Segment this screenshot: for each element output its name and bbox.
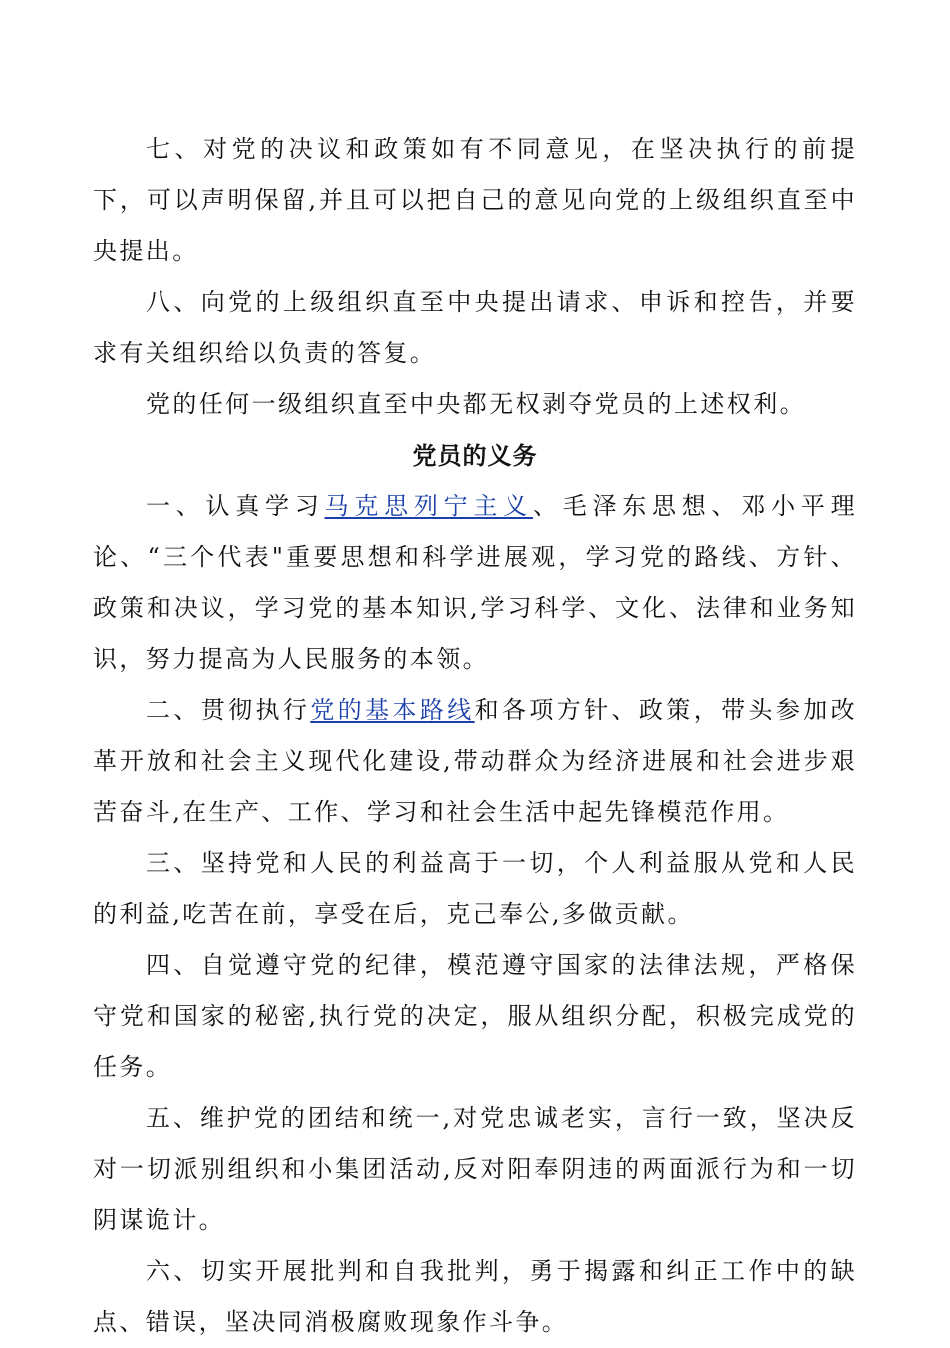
- document-page: [93, 124, 857, 1348]
- duty-item-5: 五、维护党的团结和统一,对党忠诚老实，言行一致，坚决反对一切派别组织和小集团活动,反对阳奉阴违的两面派行为和一切阴谋诡计。: [93, 1104, 857, 1234]
- duty-item-3: 三、坚持党和人民的利益高于一切，个人利益服从党和人民的利益,吃苦在前，享受在后，克己奉公,多做贡献。: [93, 849, 857, 928]
- duty-item-2: [93, 685, 857, 838]
- right-item-8: 八、向党的上级组织直至中央提出请求、申诉和控告，并要求有关组织给以负责的答复。: [93, 288, 857, 367]
- duties-section-title: 党员的义务: [412, 441, 538, 470]
- duty-item-4: 四、自觉遵守党的纪律，模范遵守国家的法律法规，严格保守党和国家的秘密,执行党的决定，服从组织分配，积极完成党的任务。: [93, 951, 857, 1081]
- duty-item-6: 六、切实开展批判和自我批判，勇于揭露和纠正工作中的缺点、错误，坚决同消极腐败现象作斗争。: [93, 1257, 857, 1336]
- duty-item-1: [93, 481, 857, 685]
- right-item-7: 七、对党的决议和政策如有不同意见，在坚决执行的前提下，可以声明保留,并且可以把自己的意见向党的上级组织直至中央提出。: [93, 135, 857, 265]
- rights-closing-statement: 党的任何一级组织直至中央都无权剥夺党员的上述权利。: [146, 390, 806, 418]
- duty-item-1-text-end: 、毛泽东思想、邓小平理论、“三个代表"重要思想和科学进展观，学习党的路线、方针、政策和决议，学习党的基本知识,学习科学、文化、法律和业务知识，努力提高为人民服务的本领。: [93, 492, 857, 673]
- duty-item-2-text-start: 二、贯彻执行: [146, 696, 311, 724]
- basic-line-link[interactable]: 党的基本路线: [310, 696, 475, 724]
- marxism-leninism-link[interactable]: 马克思列宁主义: [324, 492, 533, 520]
- duty-item-1-text-start: 一、认真学习: [146, 492, 325, 520]
- duty-item-2-text-end: 和各项方针、政策，带头参加改革开放和社会主义现代化建设,带动群众为经济进展和社会进步艰苦奋斗,在生产、工作、学习和社会生活中起先锋模范作用。: [93, 696, 858, 826]
